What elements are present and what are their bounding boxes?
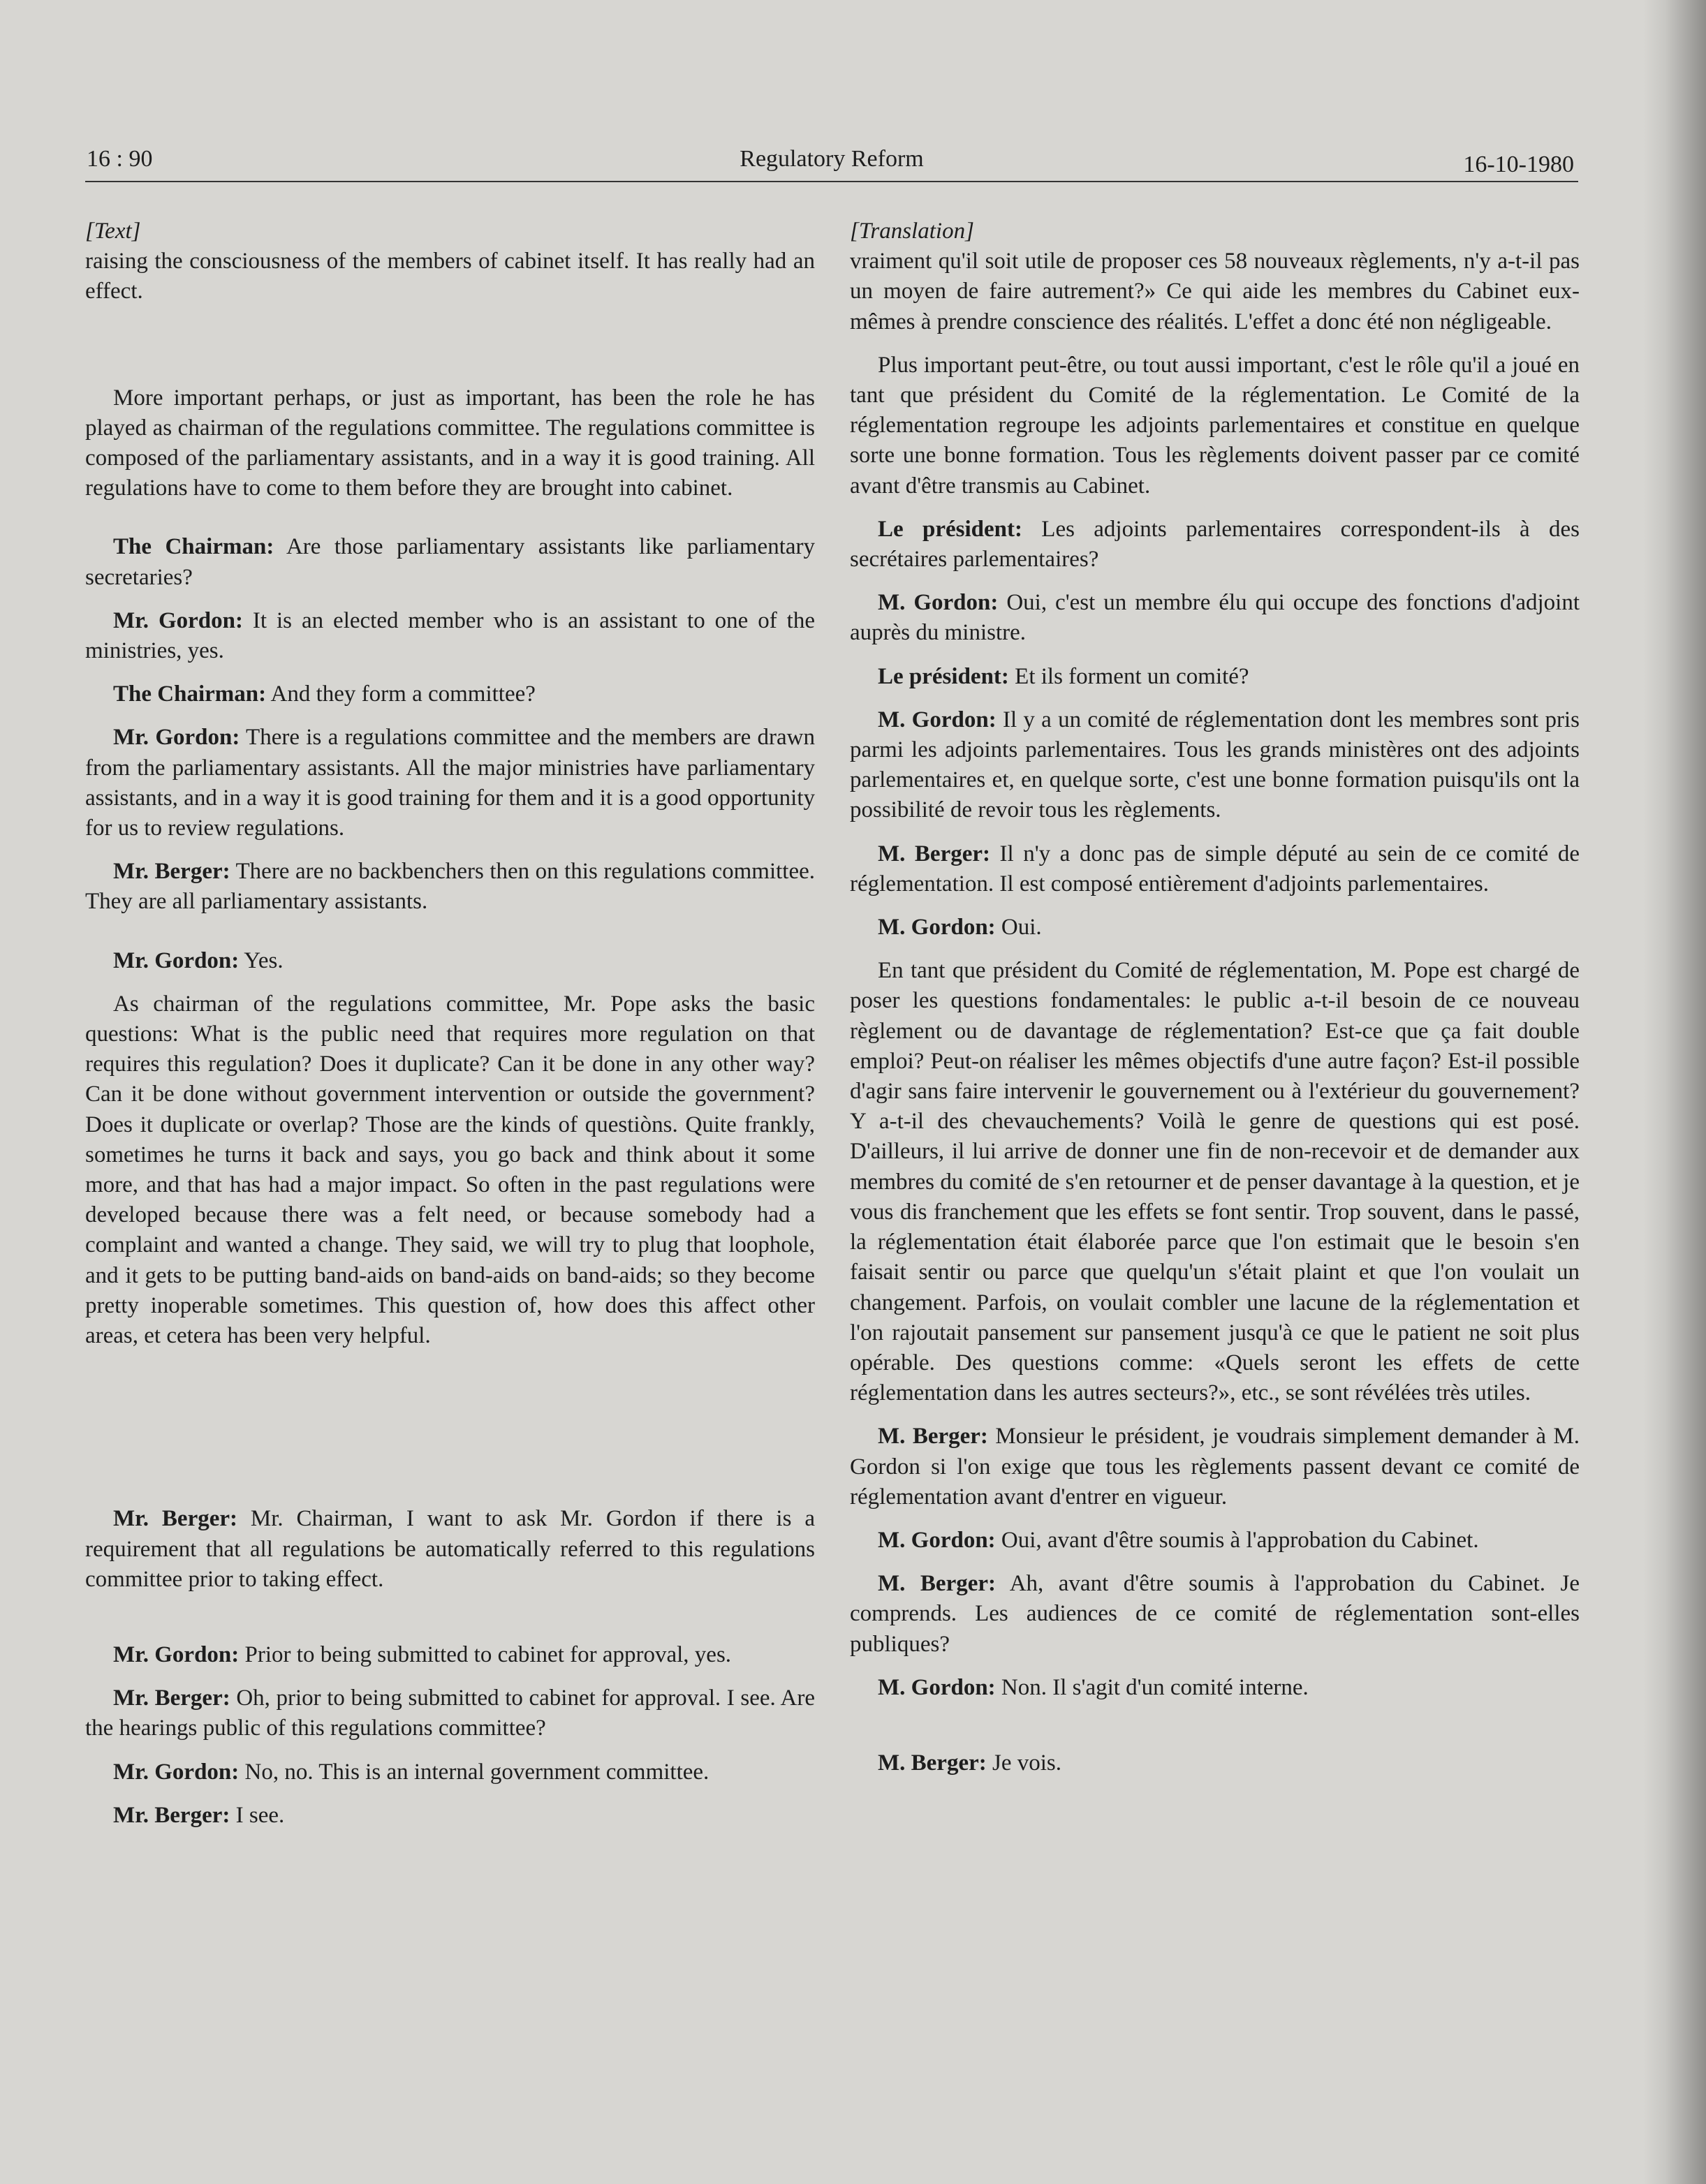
- speaker-name: M. Gordon:: [878, 915, 996, 940]
- speaker-name: The Chairman:: [113, 534, 274, 560]
- speech-paragraph: Le président: Et ils forment un comité?: [878, 663, 1249, 689]
- speaker-name: The Chairman:: [113, 681, 267, 707]
- speech-paragraph: M. Gordon: Oui, c'est un membre élu qui occupe des fonctions d'adjoint auprès du ministre.: [850, 590, 1580, 646]
- speech-paragraph: The Chairman: Are those parliamentary assistants like parliamentary secretaries?: [85, 534, 816, 590]
- paragraph: vraiment qu'il soit utile de proposer ces 58 nouveaux règlements, n'y a-t-il pas un moyen de faire autrement?» Ce qui aide les membres du Cabinet eux-mêmes à prendre conscience des réalités. L'effet a donc été non négligeable.: [850, 249, 1580, 334]
- speaker-name: Mr. Gordon:: [113, 1641, 240, 1667]
- speech-paragraph: M. Berger: Il n'y a donc pas de simple député au sein de ce comité de réglementation. Il est composé entièrement d'adjoints parlementaires.: [850, 841, 1580, 897]
- paragraph: As chairman of the regulations committee, Mr. Pope asks the basic questions: What is the public need that requires more regulation on that requires this regulation? Does it duplicate? Can it be done in any other way? Can it be done without government intervention or outside the government? Does it duplicate or overlap? Those are the kinds of questiòns. Quite frankly, sometimes he turns it back and says, you go back and think about it some more, and that has had a major impact. So often in the past regulations were developed because there was a felt need, or because somebody had a complaint and wanted a change. They said, we will try to plug that loophole, and it gets to be putting band-aids on band-aids on band-aids; so they become pretty inoperable sometimes. This question of, how does this affect other areas, et cetera has been very helpful.: [85, 991, 815, 1349]
- speech-paragraph: Mr. Gordon: It is an elected member who is an assistant to one of the ministries, yes.: [85, 607, 815, 664]
- page-header: [85, 143, 1578, 182]
- speaker-name: Mr. Gordon:: [113, 607, 243, 633]
- speech-paragraph: Mr. Gordon: There is a regulations committee and the members are drawn from the parliamentary assistants. All the major ministries have parliamentary assistants, and in a way it is good training for them and it is a good opportunity for us to review regulations.: [85, 725, 816, 841]
- speech-paragraph: The Chairman: And they form a committee?: [113, 681, 536, 707]
- document-title: Regulatory Reform: [740, 146, 924, 172]
- speaker-name: M. Gordon:: [878, 1527, 996, 1553]
- speaker-name: M. Gordon:: [878, 590, 999, 616]
- speech-paragraph: Mr. Berger: Mr. Chairman, I want to ask Mr. Gordon if there is a requirement that all regulations be automatically referred to this regulations committee prior to taking effect.: [85, 1506, 815, 1592]
- english-column: [85, 216, 815, 1844]
- speech-paragraph: Mr. Berger: Oh, prior to being submitted to cabinet for approval. I see. Are the hearings public of this regulations committee?: [85, 1685, 815, 1741]
- paragraph: En tant que président du Comité de réglementation, M. Pope est chargé de poser les questions fondamentales: le public a-t-il besoin de ce nouveau règlement ou de davantage de réglementation? Est-ce que ça fait double emploi? Peut-on réaliser les mêmes objectifs d'une autre façon? Est-il possible d'agir sans faire intervenir le gouvernement ou à l'extérieur du gouvernement? Y a-t-il des chevauchements? Voilà le genre de questions qui est posé. D'ailleurs, il lui arrive de donner une fin de non-recevoir et de demander aux membres du comité de s'en retourner et de penser davantage à la question, et je vous dis franchement que les effets se font sentir. Trop souvent, dans le passé, la réglementation était élaborée parce que l'on estimait que le besoin s'en faisait sentir ou parce que quelqu'un s'était plaint et que l'on voulait un changement. Parfois, on voulait combler une lacune de la réglementation et l'on rajoutait pansement sur pansement jusqu'à ce que le patient ne soit plus opérable. Des questions comme: «Quels seront les effets de cette réglementation dans les autres secteurs?», etc., se sont révélées très utiles.: [850, 958, 1580, 1406]
- speech-paragraph: M. Berger: Je vois.: [878, 1750, 1061, 1776]
- speaker-name: M. Gordon:: [878, 707, 997, 732]
- speech-paragraph: M. Gordon: Il y a un comité de réglementation dont les membres sont pris parmi les adjoints parlementaires. Tous les grands ministères ont des adjoints parlementaires et, en quelque sorte, c'est une bonne formation puisqu'ils ont la possibilité de revoir tous les règlements.: [850, 707, 1580, 823]
- speech-paragraph: M. Berger: Monsieur le président, je voudrais simplement demander à M. Gordon si l'on exige que tous les règlements passent devant ce comité de réglementation avant d'entrer en vigueur.: [850, 1424, 1580, 1510]
- speech-paragraph: Mr. Berger: There are no backbenchers then on this regulations committee. They are all parliamentary assistants.: [85, 859, 815, 915]
- speech-paragraph: Mr. Gordon: Prior to being submitted to cabinet for approval, yes.: [113, 1641, 732, 1667]
- speaker-name: M. Berger:: [878, 1424, 988, 1449]
- speech-paragraph: Mr. Berger: I see.: [113, 1802, 285, 1828]
- speaker-name: M. Gordon:: [878, 1674, 996, 1700]
- speech-paragraph: Mr. Gordon: Yes.: [113, 947, 284, 973]
- speaker-name: Mr. Gordon:: [113, 1759, 240, 1785]
- speech-paragraph: M. Gordon: Oui.: [878, 915, 1042, 940]
- language-label: [Text]: [85, 219, 141, 244]
- speaker-name: Mr. Berger:: [113, 1506, 237, 1532]
- speaker-name: M. Berger:: [878, 1571, 996, 1597]
- speaker-name: M. Berger:: [878, 1750, 987, 1776]
- french-column: [850, 216, 1580, 1792]
- speaker-name: Mr. Gordon:: [113, 947, 240, 973]
- speech-paragraph: M. Berger: Ah, avant d'être soumis à l'approbation du Cabinet. Je comprends. Les audiences de ce comité de réglementation sont-elles publiques?: [850, 1571, 1580, 1657]
- speech-paragraph: Le président: Les adjoints parlementaires correspondent-ils à des secrétaires parlementaires?: [850, 516, 1580, 573]
- page-number: 16 : 90: [87, 146, 153, 172]
- paragraph: raising the consciousness of the members of cabinet itself. It has really had an effect.: [85, 249, 815, 304]
- speaker-name: Mr. Berger:: [113, 859, 230, 885]
- paragraph: More important perhaps, or just as important, has been the role he has played as chairman of the regulations committee. The regulations committee is composed of the parliamentary assistants, and in a way it is good training. All regulations have to come to them before they are brought into cabinet.: [85, 385, 815, 501]
- speaker-name: Mr. Gordon:: [113, 725, 240, 751]
- speaker-name: Mr. Berger:: [113, 1685, 230, 1711]
- speech-paragraph: M. Gordon: Oui, avant d'être soumis à l'approbation du Cabinet.: [878, 1527, 1479, 1553]
- document-date: 16-10-1980: [1463, 152, 1574, 177]
- language-label: [Translation]: [850, 219, 974, 244]
- speaker-name: Le président:: [878, 516, 1022, 542]
- speaker-name: M. Berger:: [878, 841, 991, 866]
- speech-paragraph: M. Gordon: Non. Il s'agit d'un comité interne.: [878, 1674, 1309, 1700]
- speaker-name: Le président:: [878, 663, 1009, 689]
- speech-paragraph: Mr. Gordon: No, no. This is an internal government committee.: [113, 1759, 709, 1785]
- paragraph: Plus important peut-être, ou tout aussi important, c'est le rôle qu'il a joué en tant que président du Comité de la réglementation. Le Comité de la réglementation regroupe les adjoints parlementaires et constitue en quelque sorte une bonne formation. Tous les règlements doivent passer par ce comité avant d'être transmis au Cabinet.: [850, 352, 1580, 499]
- page-edge-shadow: [1643, 0, 1706, 2184]
- speaker-name: Mr. Berger:: [113, 1802, 230, 1828]
